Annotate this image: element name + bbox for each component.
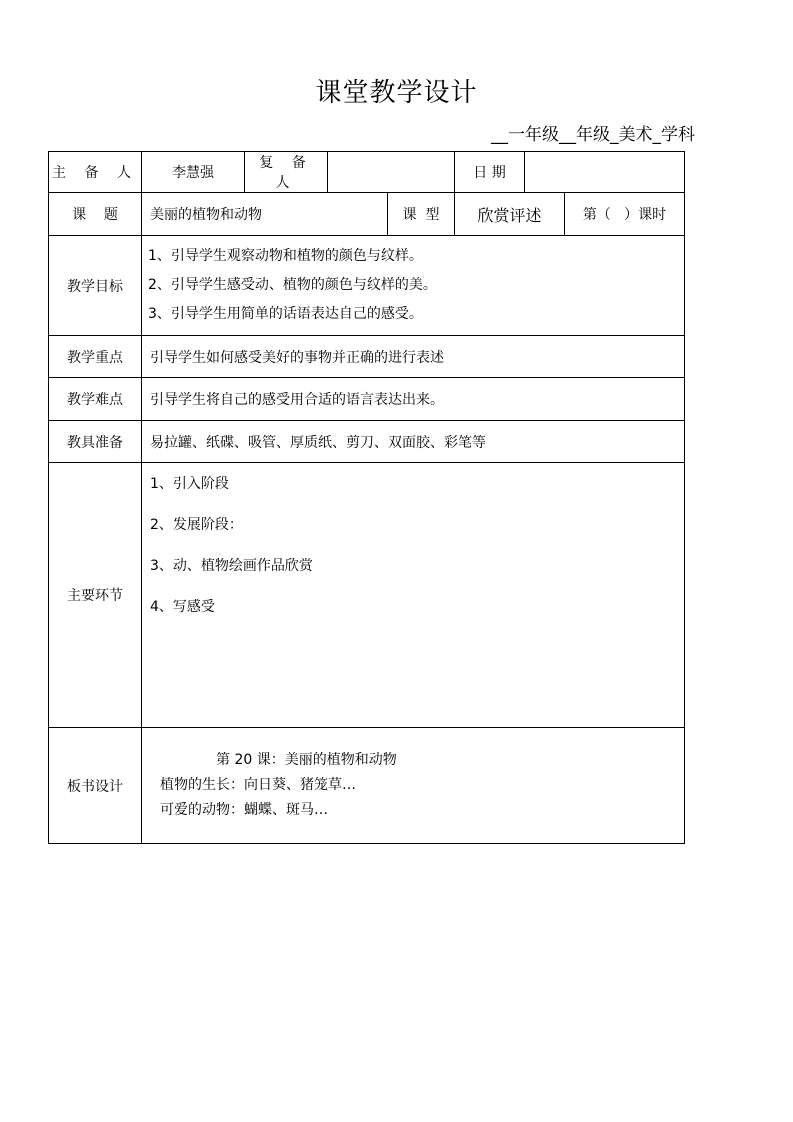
difficulty-row (49, 378, 685, 421)
date-value (525, 152, 685, 193)
lead-preparer-label: 主 备 人 (49, 152, 142, 193)
topic-value: 美丽的植物和动物 (142, 193, 388, 236)
board-line: 第 20 课：美丽的植物和动物 (216, 752, 397, 768)
difficulty-value: 引导学生将自己的感受用合适的语言表达出来。 (142, 378, 685, 421)
co-preparer-label: 复 备 人 (245, 152, 328, 193)
materials-value: 易拉罐、纸碟、吸管、厚质纸、剪刀、双面胶、彩笔等 (142, 421, 685, 463)
objectives-row (49, 236, 685, 336)
header-row (49, 152, 685, 193)
main-steps-row (49, 463, 685, 728)
materials-row (49, 421, 685, 463)
step-item: 3、动、植物绘画作品欣赏 (150, 558, 313, 574)
key-point-label: 教学重点 (49, 336, 142, 378)
board-design-row (49, 728, 685, 844)
board-design-label: 板书设计 (49, 728, 142, 844)
objectives-list (142, 236, 685, 336)
key-point-row (49, 336, 685, 378)
board-line: 可爱的动物：蝴蝶、斑马… (160, 802, 328, 818)
co-preparer-value (328, 152, 455, 193)
step-item: 2、发展阶段： (150, 517, 243, 533)
main-steps-list (142, 463, 685, 728)
main-steps-label: 主要环节 (49, 463, 142, 728)
materials-label: 教具准备 (49, 421, 142, 463)
grade-subject-line: __一年级__年级_美术_学科 (491, 125, 695, 145)
document-title: 课堂教学设计 (315, 78, 478, 108)
step-item: 4、写感受 (150, 599, 215, 615)
difficulty-label: 教学难点 (49, 378, 142, 421)
objective-item: 3、引导学生用简单的话语表达自己的感受。 (148, 306, 423, 322)
key-point-value: 引导学生如何感受美好的事物并正确的进行表述 (142, 336, 685, 378)
objective-item: 1、引导学生观察动物和植物的颜色与纹样。 (148, 248, 423, 264)
step-item: 1、引入阶段 (150, 476, 229, 492)
date-label: 日 期 (455, 152, 525, 193)
lesson-plan-table (48, 151, 685, 844)
objective-item: 2、引导学生感受动、植物的颜色与纹样的美。 (148, 277, 437, 293)
topic-label: 课 题 (49, 193, 142, 236)
board-line: 植物的生长：向日葵、猪笼草… (160, 777, 356, 793)
lesson-type-label: 课 型 (388, 193, 455, 236)
board-design-content (142, 728, 685, 844)
lead-preparer-value: 李慧强 (142, 152, 245, 193)
objectives-label: 教学目标 (49, 236, 142, 336)
topic-row (49, 193, 685, 236)
lesson-type-value: 欣赏评述 (455, 193, 565, 236)
period-label: 第（ ）课时 (565, 193, 685, 236)
